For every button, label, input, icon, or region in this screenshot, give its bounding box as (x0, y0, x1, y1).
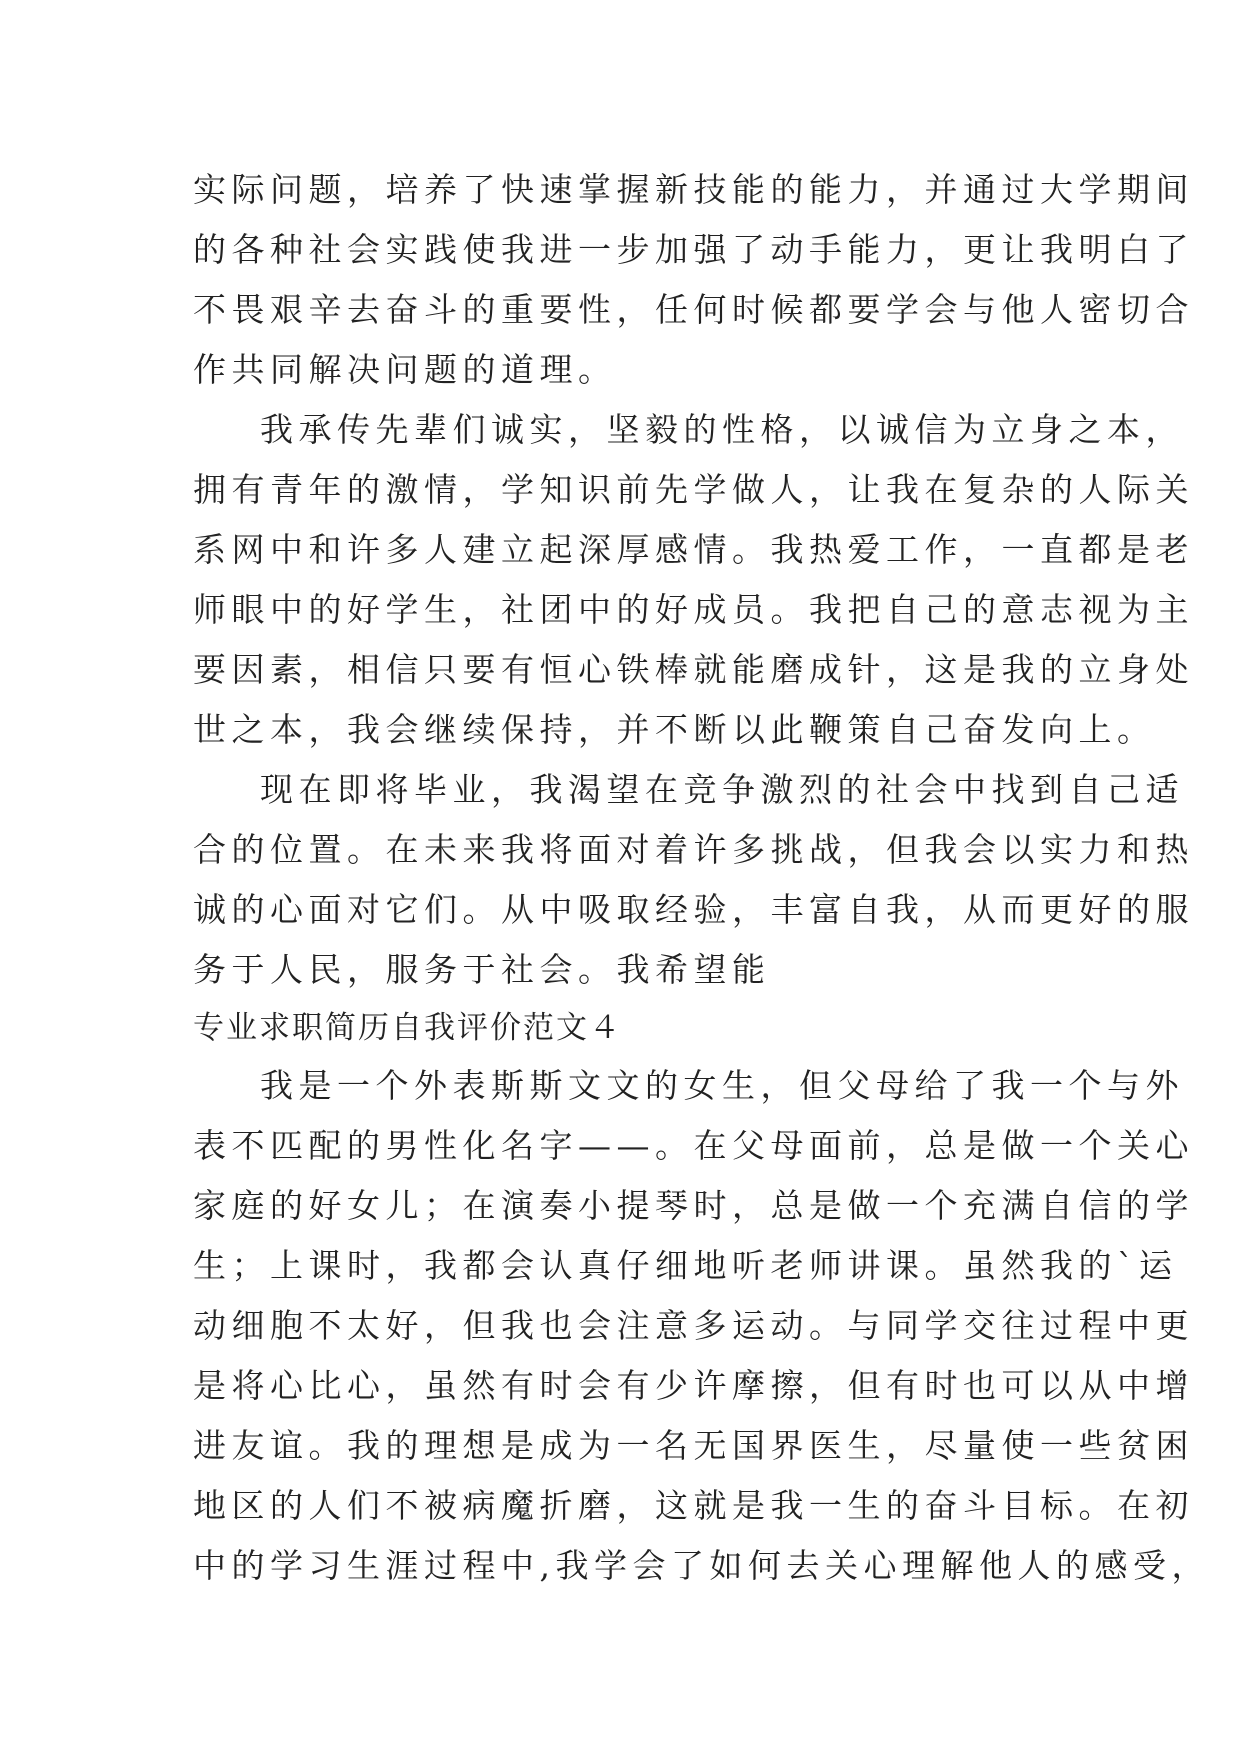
text-line: 不畏艰辛去奋斗的重要性，任何时候都要学会与他人密切合 (193, 290, 1194, 329)
text-line: 实际问题，培养了快速掌握新技能的能力，并通过大学期间 (193, 170, 1194, 209)
text-line: 生；上课时，我都会认真仔细地听老师讲课。虽然我的`运 (193, 1246, 1178, 1285)
text-line: 中的学习生涯过程中,我学会了如何去关心理解他人的感受， (193, 1546, 1210, 1585)
paragraph (193, 760, 1194, 1000)
paragraph (193, 1056, 1210, 1596)
text-line: 我承传先辈们诚实，坚毅的性格，以诚信为立身之本， (260, 410, 1184, 449)
text-line: 表不匹配的男性化名字——。在父母面前，总是做一个关心 (193, 1126, 1194, 1165)
section-heading: 专业求职简历自我评价范文４ (193, 1010, 622, 1045)
text-line: 师眼中的好学生，社团中的好成员。我把自己的意志视为主 (193, 590, 1194, 629)
text-line: 动细胞不太好，但我也会注意多运动。与同学交往过程中更 (193, 1306, 1194, 1345)
text-line: 务于人民，服务于社会。我希望能 (193, 950, 771, 989)
text-line: 拥有青年的激情，学知识前先学做人，让我在复杂的人际关 (193, 470, 1194, 509)
text-line: 进友谊。我的理想是成为一名无国界医生，尽量使一些贫困 (193, 1426, 1194, 1465)
text-line: 系网中和许多人建立起深厚感情。我热爱工作，一直都是老 (193, 530, 1194, 569)
document-body (193, 160, 1210, 1596)
paragraph (193, 160, 1194, 400)
text-line: 地区的人们不被病魔折磨，这就是我一生的奋斗目标。在初 (193, 1486, 1194, 1525)
text-line: 是将心比心，虽然有时会有少许摩擦，但有时也可以从中增 (193, 1366, 1194, 1405)
text-line: 家庭的好女儿；在演奏小提琴时，总是做一个充满自信的学 (193, 1186, 1194, 1225)
text-line: 作共同解决问题的道理。 (193, 350, 617, 389)
text-line: 的各种社会实践使我进一步加强了动手能力，更让我明白了 (193, 230, 1194, 269)
text-line: 我是一个外表斯斯文文的女生，但父母给了我一个与外 (260, 1066, 1184, 1105)
text-line: 现在即将毕业，我渴望在竞争激烈的社会中找到自己适 (260, 770, 1184, 809)
text-line: 合的位置。在未来我将面对着许多挑战，但我会以实力和热 (193, 830, 1194, 869)
text-line: 要因素，相信只要有恒心铁棒就能磨成针，这是我的立身处 (193, 650, 1194, 689)
text-line: 世之本，我会继续保持，并不断以此鞭策自己奋发向上。 (193, 710, 1156, 749)
paragraph (193, 400, 1194, 760)
text-line: 诚的心面对它们。从中吸取经验，丰富自我，从而更好的服 (193, 890, 1194, 929)
